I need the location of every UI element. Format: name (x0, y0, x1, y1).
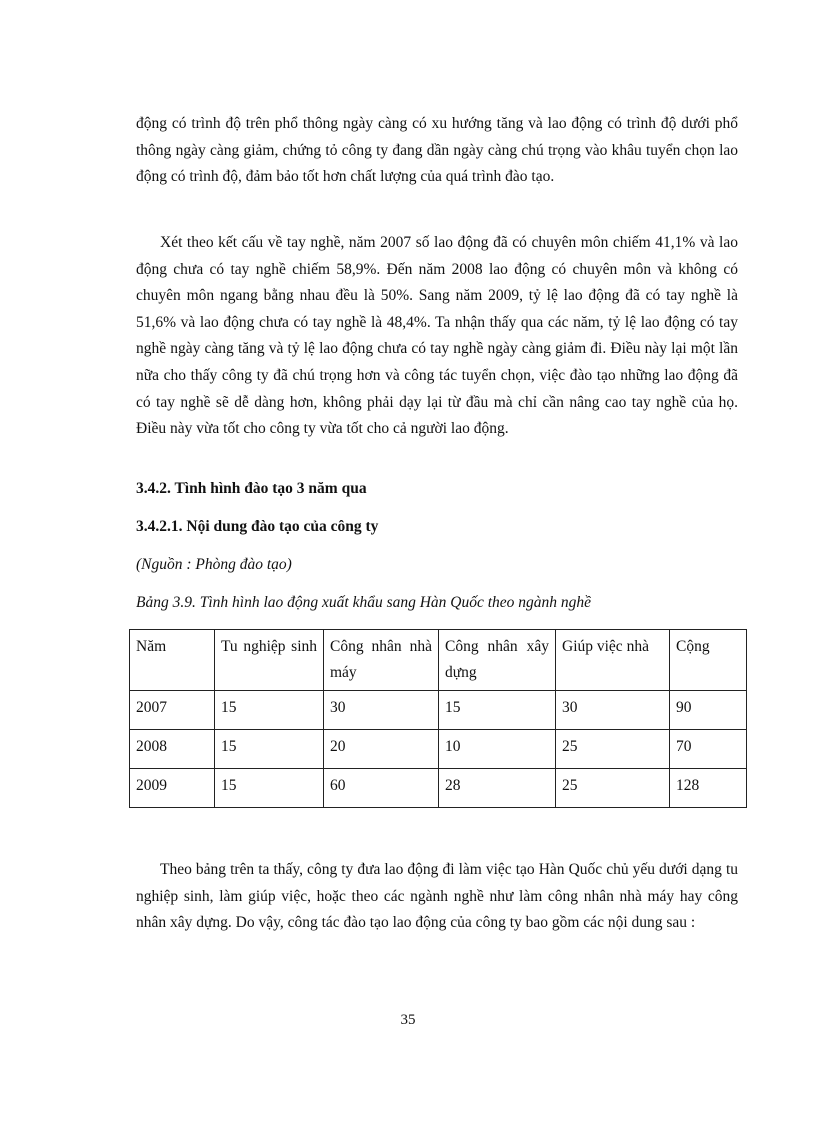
table-cell: 60 (324, 769, 439, 808)
table-row (130, 691, 747, 730)
table-header-cell: Công nhân xây dựng (439, 630, 556, 691)
paragraph-skill-structure: Xét theo kết cấu về tay nghề, năm 2007 số lao động đã có chuyên môn chiếm 41,1% và lao động chưa có tay nghề chiếm 58,9%. Đến năm 2008 lao động có chuyên môn và không có chuyên môn ngang bằng nhau đều là 50%. Sang năm 2009, tỷ lệ lao động đã có tay nghề là 51,6% và lao động chưa có tay nghề là 48,4%. Ta nhận thấy qua các năm, tỷ lệ lao động có tay nghề ngày càng tăng và tỷ lệ lao động chưa có tay nghề ngày càng giảm đi. Điều này lại một lần nữa cho thấy công ty đã chú trọng hơn và công tác tuyển chọn, việc đào tạo những lao động đã có tay nghề sẽ dễ dàng hơn, không phải dạy lại từ đầu mà chỉ cần nâng cao tay nghề của họ. Điều này vừa tốt cho công ty vừa tốt cho cả người lao động. (136, 234, 738, 438)
table-cell: 90 (670, 691, 747, 730)
paragraph-intro: động có trình độ trên phổ thông ngày càng có xu hướng tăng và lao động có trình độ dưới phổ thông ngày càng giảm, chứng tỏ công ty đang dần ngày càng chú trọng vào khâu tuyển chọn lao động có trình độ, đảm bảo tốt hơn chất lượng của quá trình đào tạo. (136, 115, 738, 186)
labor-export-table (129, 629, 747, 808)
table-cell: 20 (324, 730, 439, 769)
table-cell: 28 (439, 769, 556, 808)
table-cell: 30 (556, 691, 670, 730)
paragraph-table-analysis: Theo bảng trên ta thấy, công ty đưa lao động đi làm việc tạo Hàn Quốc chủ yếu dưới dạng tu nghiệp sinh, làm giúp việc, hoặc theo các ngành nghề như làm công nhân nhà máy hay công nhân xây dựng. Do vậy, công tác đào tạo lao động của công ty bao gồm các nội dung sau : (136, 861, 738, 932)
table-cell: 15 (439, 691, 556, 730)
table-cell: 15 (215, 730, 324, 769)
table-cell: 2007 (130, 691, 215, 730)
table-header-cell: Tu nghiệp sinh (215, 630, 324, 691)
table-header-cell: Cộng (670, 630, 747, 691)
table-cell: 10 (439, 730, 556, 769)
table-cell: 30 (324, 691, 439, 730)
page-number: 35 (400, 1012, 416, 1028)
table-row (130, 730, 747, 769)
table-cell: 15 (215, 691, 324, 730)
table-cell: 25 (556, 730, 670, 769)
subsection-heading: 3.4.2.1. Nội dung đào tạo của công ty (136, 518, 379, 535)
table-cell: 25 (556, 769, 670, 808)
table-cell: 70 (670, 730, 747, 769)
table-cell: 15 (215, 769, 324, 808)
table-cell: 2008 (130, 730, 215, 769)
table-header-cell: Công nhân nhà máy (324, 630, 439, 691)
source-note: (Nguồn : Phòng đào tạo) (136, 556, 292, 573)
table-cell: 2009 (130, 769, 215, 808)
table-caption: Bảng 3.9. Tình hình lao động xuất khẩu sang Hàn Quốc theo ngành nghề (136, 594, 592, 611)
table-header-cell: Giúp việc nhà (556, 630, 670, 691)
table-row (130, 769, 747, 808)
table-header-row (130, 630, 747, 691)
section-heading: 3.4.2. Tình hình đào tạo 3 năm qua (136, 480, 367, 497)
table-cell: 128 (670, 769, 747, 808)
table-header-cell: Năm (130, 630, 215, 691)
